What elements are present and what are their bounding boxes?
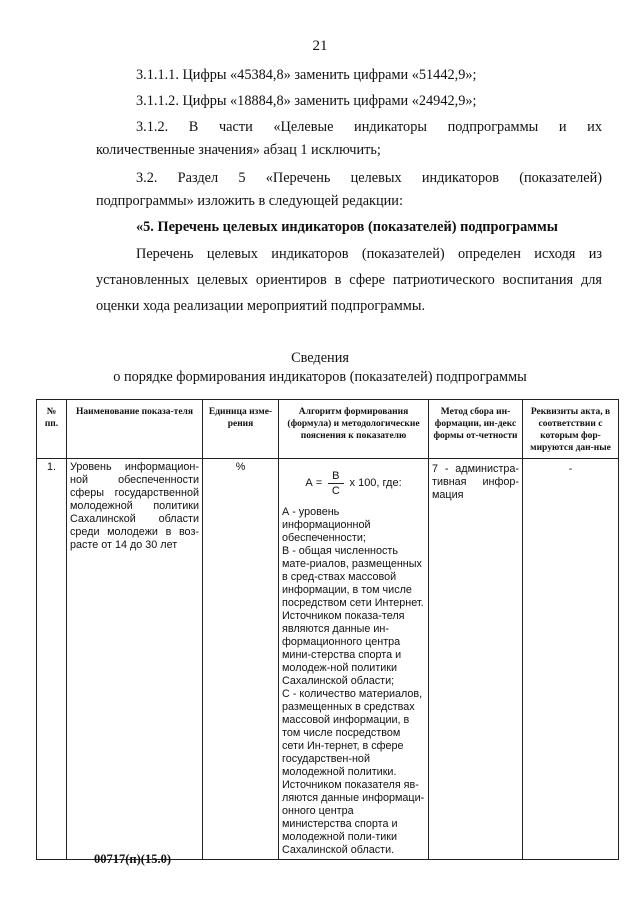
paragraph-3-line-1: 3.1.2. В части «Целевые индикаторы подпрограммы и их xyxy=(136,119,602,135)
paragraph-5-line-2: установленных целевых ориентиров в сфере патриотического воспитания для xyxy=(96,272,602,288)
paragraph-1: 3.1.1.1. Цифры «45384,8» заменить цифрами «51442,9»; xyxy=(136,67,477,83)
row-algorithm xyxy=(279,459,429,860)
formula-fraction xyxy=(328,469,343,498)
document-code: 00717(п)(15.0) xyxy=(94,852,171,866)
paragraph-5-line-1: Перечень целевых индикаторов (показателей) определен исходя из xyxy=(136,246,602,262)
paragraph-5-line-3: оценки хода реализации мероприятий подпрограммы. xyxy=(96,298,426,314)
row-indicator-name: Уровень информацион-ной обеспеченности сферы государственной молодежной политики Сахалинской области среди молодежи в воз-расте от 14 до 30 лет xyxy=(67,459,203,860)
formula-numerator: В xyxy=(328,469,343,484)
formula-lhs: А = xyxy=(305,477,323,489)
formula xyxy=(282,469,425,498)
paragraph-4-line-1: 3.2. Раздел 5 «Перечень целевых индикаторов (показателей) xyxy=(136,170,602,186)
paragraph-2: 3.1.1.2. Цифры «18884,8» заменить цифрами «24942,9»; xyxy=(136,93,477,109)
indicators-table xyxy=(36,399,619,860)
paragraph-3-line-2: количественные значения» абзац 1 исключить; xyxy=(96,142,381,158)
table-subtitle: о порядке формирования индикаторов (показателей) подпрограммы xyxy=(113,369,527,385)
formula-denominator: С xyxy=(331,485,340,497)
row-number: 1. xyxy=(37,459,67,860)
header-number: № пп. xyxy=(37,400,67,459)
table-title: Сведения xyxy=(291,350,349,366)
row-requisites: - xyxy=(523,459,619,860)
header-indicator-name: Наименование показа-теля xyxy=(67,400,203,459)
page-number: 21 xyxy=(312,38,328,54)
header-algorithm: Алгоритм формирования (формула) и методологические пояснения к показателю xyxy=(279,400,429,459)
formula-rhs: х 100, где: xyxy=(349,477,402,489)
table-header-row xyxy=(37,400,619,459)
header-unit: Единица изме-рения xyxy=(203,400,279,459)
header-method: Метод сбора ин-формации, ин-декс формы от-четности xyxy=(429,400,523,459)
row-algorithm-explanation: А - уровень информационной обеспеченности; В - общая численность мате-риалов, размещенных в сред-ствах массовой информации, в том числе посредством сети Интернет. Источником показа-теля являются данные ин-формационного центра мини-стерства спорта и молодеж-ной политики Сахалинской области; С - количество материалов, размещенных в средствах массовой информации, в том числе посредством сети Ин-тернет, в сфере государствен-ной молодежной политики. Источником показателя яв-ляются данные информаци-онного центра министерства спорта и молодежной поли-тики Сахалинской области. xyxy=(282,506,425,856)
header-requisites: Реквизиты акта, в соответствии с которым фор-мируются дан-ные xyxy=(523,400,619,459)
table-row xyxy=(37,459,619,860)
row-unit: % xyxy=(203,459,279,860)
section-heading: «5. Перечень целевых индикаторов (показателей) подпрограммы xyxy=(136,219,558,235)
paragraph-4-line-2: подпрограммы» изложить в следующей редакции: xyxy=(96,193,403,209)
row-method: 7 - администра-тивная инфор-мация xyxy=(429,459,523,860)
